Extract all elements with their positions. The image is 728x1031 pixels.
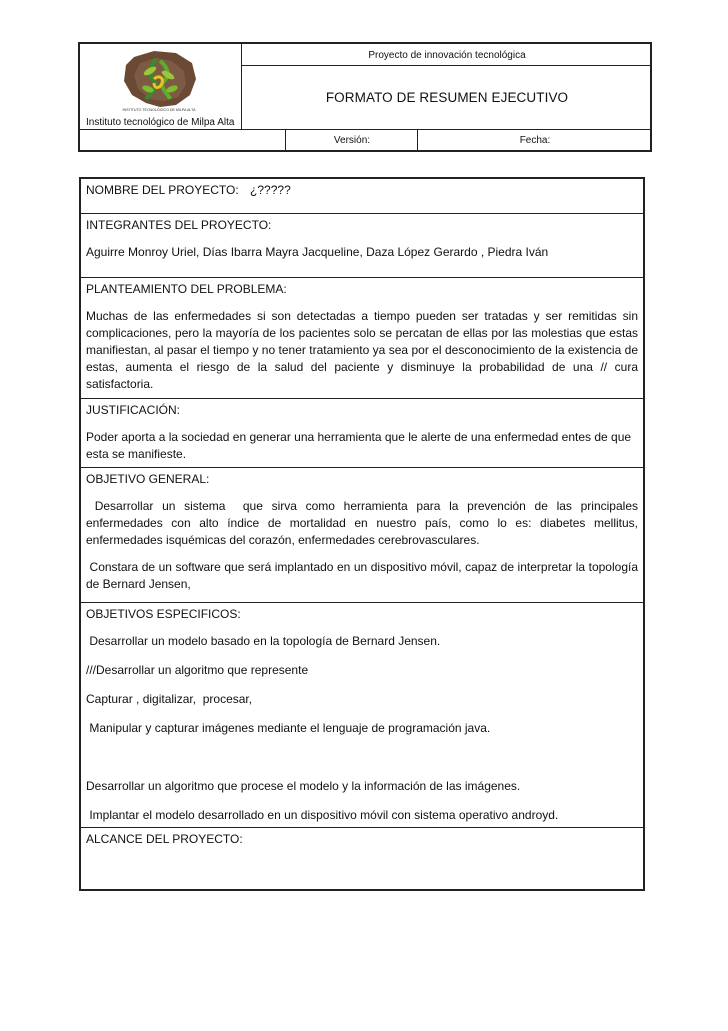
institute-name: Instituto tecnológico de Milpa Alta <box>86 117 235 128</box>
form-title: FORMATO DE RESUMEN EJECUTIVO <box>325 90 569 105</box>
specific-objectives-label: OBJETIVOS ESPECIFICOS: <box>86 607 241 621</box>
members-text: Aguirre Monroy Uriel, Días Ibarra Mayra Jacqueline, Daza López Gerardo , Piedra Iván <box>86 245 549 259</box>
list-item: Manipular y capturar imágenes mediante el lenguaje de programación java. <box>86 721 491 735</box>
section-justification <box>81 399 643 468</box>
section-specific-objectives <box>81 603 643 828</box>
executive-summary-form <box>79 177 645 891</box>
members-label: INTEGRANTES DEL PROYECTO: <box>86 218 272 232</box>
problem-text: Muchas de las enfermedades si son detectadas a tiempo pueden ser tratadas y ser remitidas sin complicaciones, pero la mayoría de los pacientes solo se percatan de ellas por las molestias que estas manifiestan, al pasar el tiempo y no tener tratamiento ya sea por el desconocimiento de la existencia de estas, aumenta el riesgo de la salud del paciente y disminuye la probabilidad de una // cura satisfactoria. <box>86 309 638 391</box>
section-general-objective <box>81 468 643 603</box>
document-header <box>78 42 652 152</box>
section-scope <box>81 828 643 889</box>
project-name-value: ¿????? <box>250 183 291 197</box>
problem-label: PLANTEAMIENTO DEL PROBLEMA: <box>86 282 287 296</box>
institute-logo-icon <box>120 49 198 113</box>
logo-text: INSTITUTO TECNOLÓGICO DE MILPA ALTA <box>122 108 196 112</box>
justification-text: Poder aporta a la sociedad en generar una herramienta que le alerte de una enfermedad entes de que esta se manifieste. <box>86 430 632 461</box>
general-objective-p1: Desarrollar un sistema que sirva como herramienta para la prevención de las principales enfermedades con alto índice de mortalidad en nuestro país, como lo es: diabetes mellitus, enfermedades isquémicas del corazón, enfermedades cerebrovasculares. <box>86 499 642 547</box>
section-members <box>81 214 643 278</box>
list-item: Desarrollar un modelo basado en la topología de Bernard Jensen. <box>86 634 441 648</box>
list-item: Desarrollar un algoritmo que procese el modelo y la información de las imágenes. <box>86 779 521 793</box>
project-line: Proyecto de innovación tecnológica <box>368 49 526 61</box>
section-problem <box>81 278 643 399</box>
general-objective-label: OBJETIVO GENERAL: <box>86 472 210 486</box>
justification-label: JUSTIFICACIÓN: <box>86 403 181 417</box>
general-objective-p2: Constara de un software que será implantado en un dispositivo móvil, capaz de interpretar la topología de Bernard Jensen, <box>86 560 642 591</box>
section-project-name <box>81 179 643 214</box>
project-name-label: NOMBRE DEL PROYECTO: <box>86 183 239 197</box>
version-label: Versión: <box>333 134 371 146</box>
list-item: Implantar el modelo desarrollado en un dispositivo móvil con sistema operativo androyd. <box>86 808 559 822</box>
logo-cell <box>80 44 241 129</box>
list-item: Capturar , digitalizar, procesar, <box>86 692 253 706</box>
date-label: Fecha: <box>519 134 551 146</box>
scope-label: ALCANCE DEL PROYECTO: <box>86 832 243 846</box>
list-item: ///Desarrollar un algoritmo que represente <box>86 663 309 677</box>
